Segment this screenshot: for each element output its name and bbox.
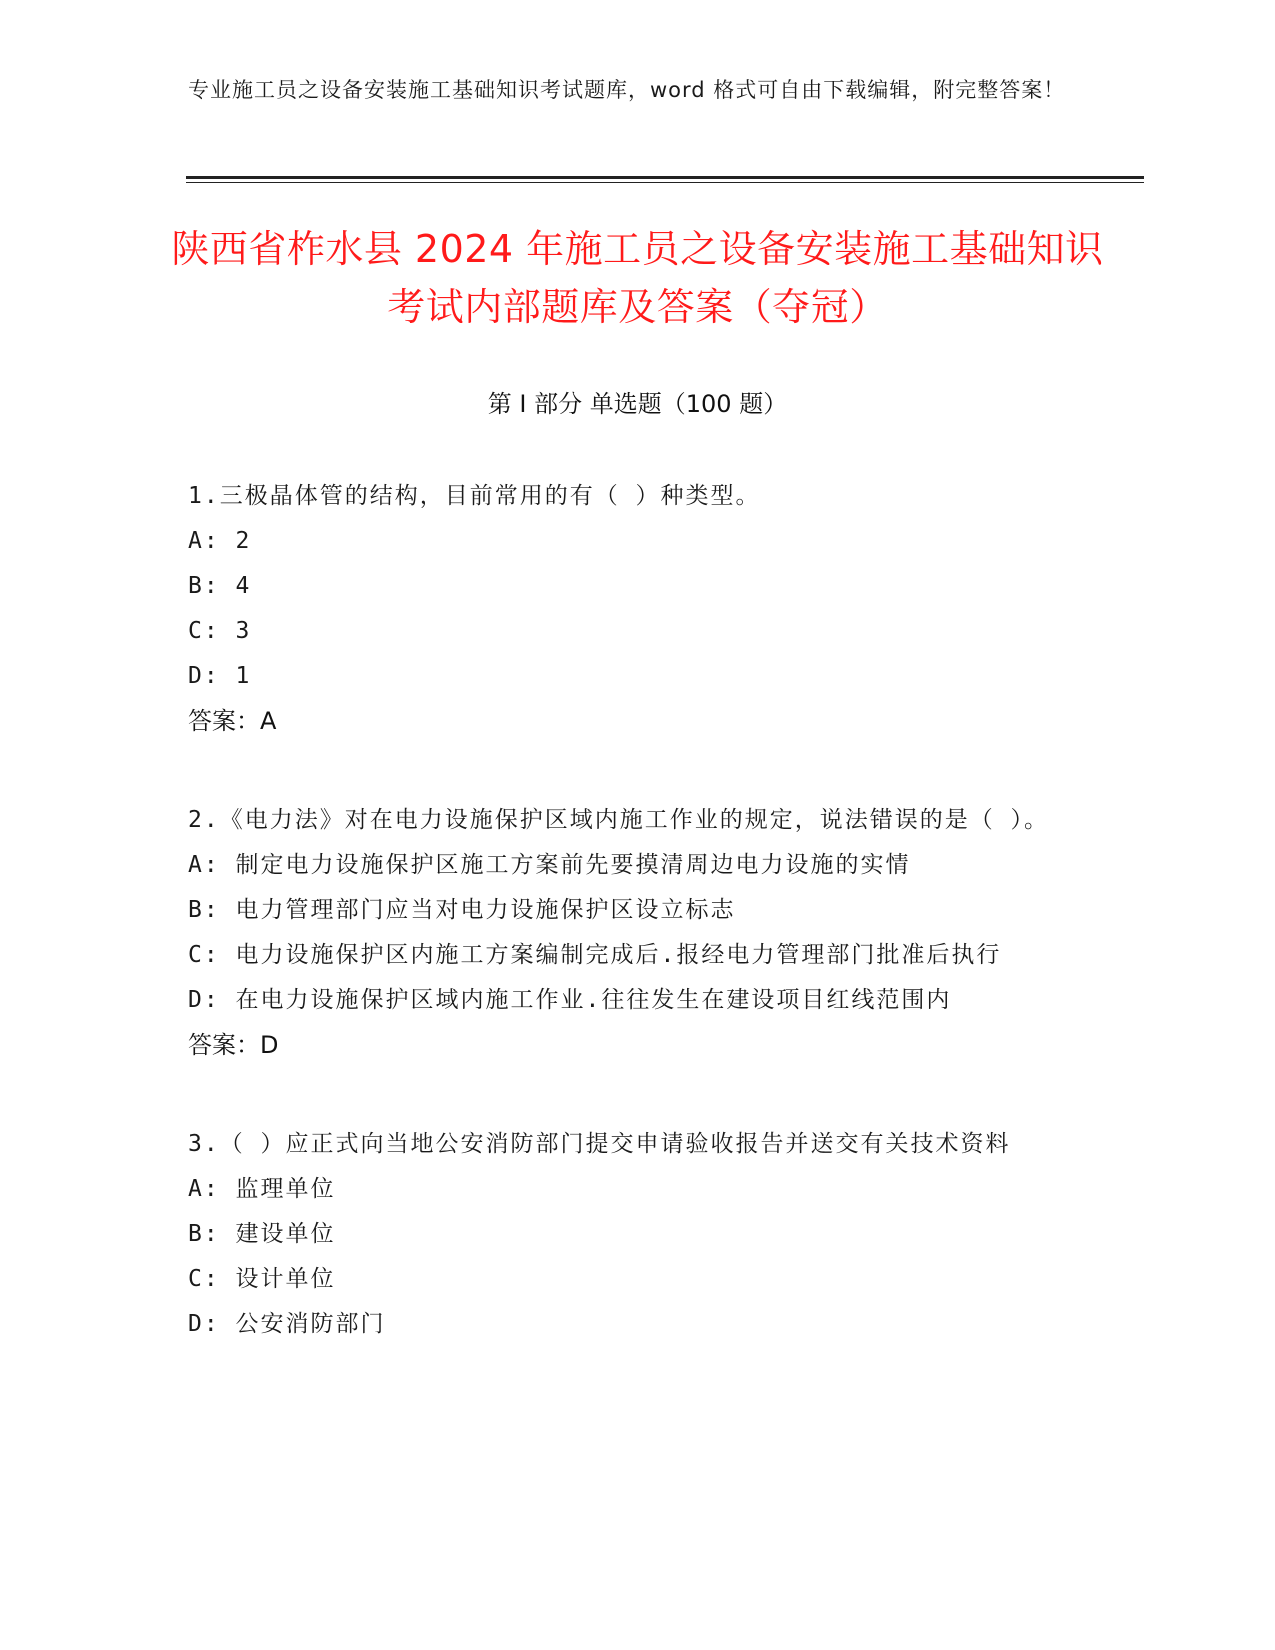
option-d: D: 公安消防部门 xyxy=(188,1311,386,1337)
question-3 xyxy=(188,1122,1068,1347)
question-2 xyxy=(188,798,1068,1068)
option-b: B: 电力管理部门应当对电力设施保护区设立标志 xyxy=(188,897,736,923)
header-divider-thin xyxy=(186,182,1144,183)
option-a: A: 2 xyxy=(188,528,252,554)
question-list xyxy=(188,474,1068,1401)
option-a: A: 监理单位 xyxy=(188,1176,336,1202)
question-stem: 1.三极晶体管的结构，目前常用的有（ ）种类型。 xyxy=(188,483,761,509)
question-stem: 2.《电力法》对在电力设施保护区域内施工作业的规定，说法错误的是（ ）。 xyxy=(188,807,1050,833)
header-note: 专业施工员之设备安装施工基础知识考试题库，word 格式可自由下载编辑，附完整答案！ xyxy=(188,78,1066,102)
option-d: D: 在电力设施保护区域内施工作业.往往发生在建设项目红线范围内 xyxy=(188,987,952,1013)
question-1 xyxy=(188,474,1068,744)
answer-line: 答案：A xyxy=(188,707,277,735)
document-title: 陕西省柞水县 2024 年施工员之设备安装施工基础知识考试内部题库及答案（夺冠） xyxy=(171,227,1104,329)
option-a: A: 制定电力设施保护区施工方案前先要摸清周边电力设施的实情 xyxy=(188,852,911,878)
answer-line: 答案：D xyxy=(188,1031,279,1059)
header-divider-thick xyxy=(186,176,1144,179)
option-c: C: 电力设施保护区内施工方案编制完成后.报经电力管理部门批准后执行 xyxy=(188,942,1002,968)
option-c: C: 设计单位 xyxy=(188,1266,336,1292)
section-title: 第 I 部分 单选题（100 题） xyxy=(487,390,788,418)
question-stem: 3.（ ）应正式向当地公安消防部门提交申请验收报告并送交有关技术资料 xyxy=(188,1131,1011,1157)
option-d: D: 1 xyxy=(188,663,252,689)
option-b: B: 4 xyxy=(188,573,252,599)
option-c: C: 3 xyxy=(188,618,252,644)
option-b: B: 建设单位 xyxy=(188,1221,336,1247)
